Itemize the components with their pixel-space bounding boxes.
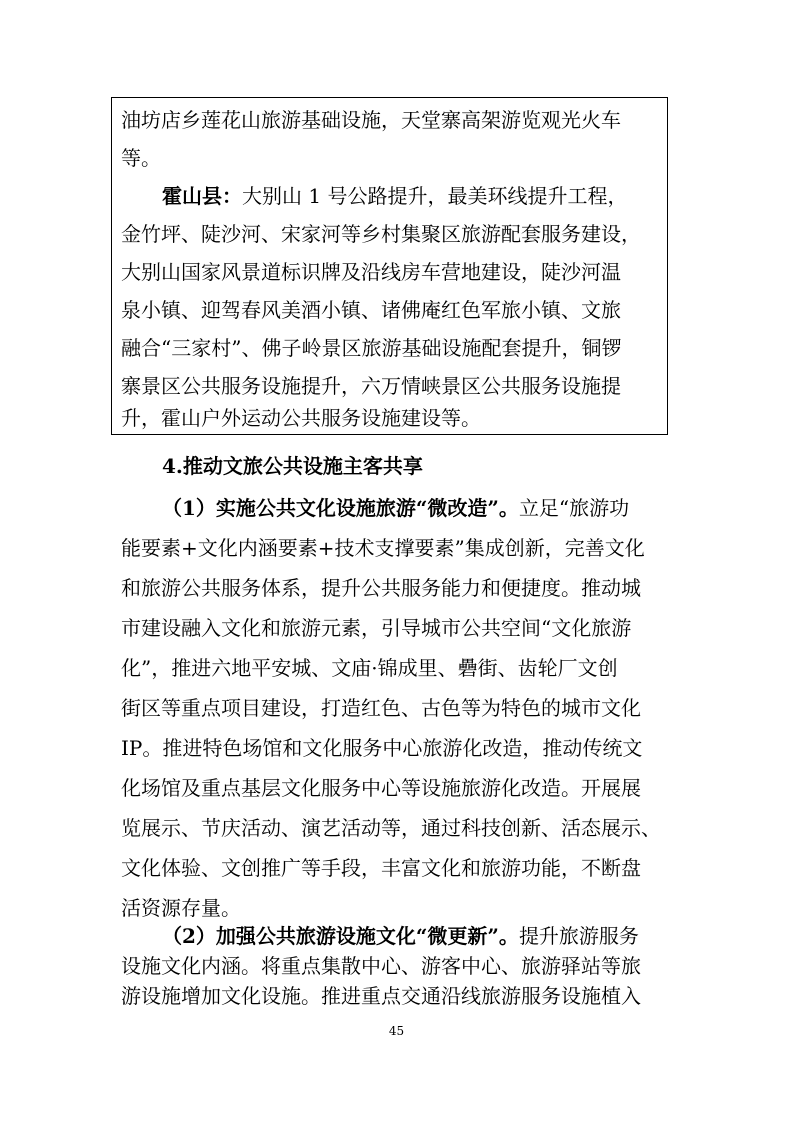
huoshan-text: 大别山 1 号公路提升，最美环线提升工程， (242, 184, 628, 208)
para1-line-8: 化场馆及重点基层文化服务中心等设施旅游化改造。开展展 (121, 776, 641, 800)
para2-line-2: 设施文化内涵。将重点集散中心、游客中心、旅游驿站等旅 (121, 954, 641, 978)
para1-line-9: 览展示、节庆活动、演艺活动等，通过科技创新、活态展示、 (121, 816, 661, 840)
para2-first-line (162, 924, 639, 948)
page-number: 45 (388, 1024, 405, 1038)
para1-line-6: 街区等重点项目建设，打造红色、古色等为特色的城市文化 (121, 696, 641, 720)
para1-line-5: 化”，推进六地平安城、文庙·锦成里、礨街、齿轮厂文创 (121, 656, 618, 680)
para1-line-7: IP。推进特色场馆和文化服务中心旅游化改造，推动传统文 (121, 736, 643, 760)
box-line-1: 油坊店乡莲花山旅游基础设施，天堂寨高架游览观光火车 (121, 108, 621, 132)
box-line-4: 金竹坪、陡沙河、宋家河等乡村集聚区旅游配套服务建设， (121, 222, 641, 246)
para1-line-11: 活资源存量。 (121, 896, 241, 920)
section-heading: 4.推动文旅公共设施主客共享 (162, 454, 423, 478)
para1-line-3: 和旅游公共服务体系，提升公共服务能力和便捷度。推动城 (121, 576, 641, 600)
huoshan-label: 霍山县： (162, 184, 242, 208)
box-line-8: 寨景区公共服务设施提升，六万情峡景区公共服务设施提 (121, 374, 621, 398)
para1-first-line-rest: 立足“旅游功 (518, 496, 630, 520)
para1-first-line (162, 496, 629, 520)
box-line-5: 大别山国家风景道标识牌及沿线房车营地建设，陡沙河温 (121, 260, 621, 284)
para1-heading: （1）实施公共文化设施旅游“微改造”。 (162, 496, 519, 520)
para2-first-line-rest: 提升旅游服务 (518, 924, 639, 948)
box-line-6: 泉小镇、迎驾春风美酒小镇、诸佛庵红色军旅小镇、文旅 (121, 298, 621, 322)
box-line-9: 升，霍山户外运动公共服务设施建设等。 (121, 406, 481, 430)
para1-line-4: 市建设融入文化和旅游元素，引导城市公共空间“文化旅游 (121, 616, 632, 640)
box-line-2: 等。 (121, 146, 161, 170)
para1-line-10: 文化体验、文创推广等手段，丰富文化和旅游功能，不断盘 (121, 856, 641, 880)
para2-line-3: 游设施增加文化设施。推进重点交通沿线旅游服务设施植入 (121, 984, 641, 1008)
box-huoshan-line (162, 184, 627, 208)
box-line-7: 融合“三家村”、佛子岭景区旅游基础设施配套提升，铜锣 (121, 336, 622, 360)
para2-heading: （2）加强公共旅游设施文化“微更新”。 (162, 924, 519, 948)
para1-line-2: 能要素+文化内涵要素+技术支撑要素”集成创新，完善文化 (121, 536, 645, 560)
